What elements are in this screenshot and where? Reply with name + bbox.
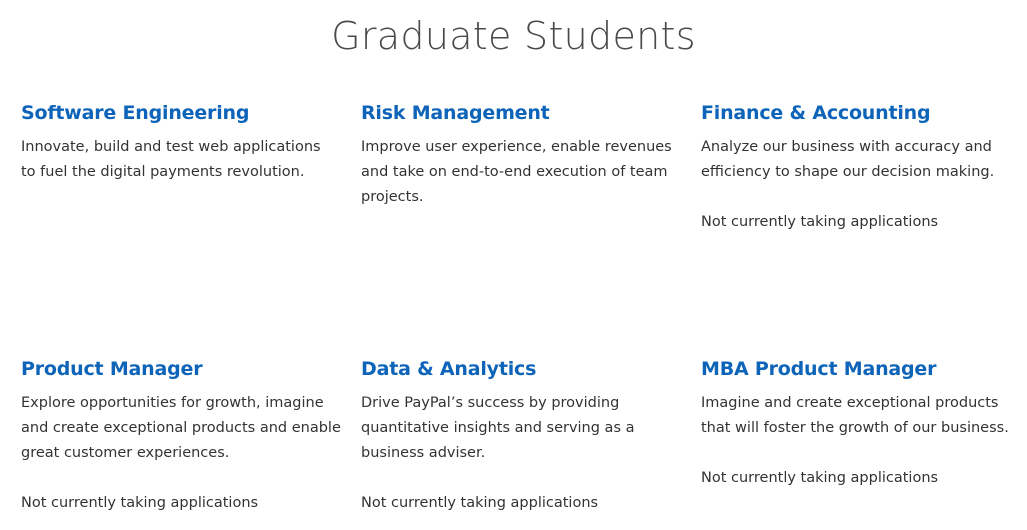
- role-title-link[interactable]: Data & Analytics: [361, 358, 537, 380]
- role-card-finance-accounting: [701, 102, 1016, 235]
- role-description: Drive PayPal’s success by providing quantitative insights and serving as a business adviser.: [361, 395, 635, 461]
- role-title-link[interactable]: MBA Product Manager: [701, 358, 937, 380]
- application-status: Not currently taking applications: [361, 495, 599, 511]
- role-title-link[interactable]: Finance & Accounting: [701, 102, 931, 124]
- role-card-data-analytics: [361, 358, 661, 516]
- page-title: Graduate Students: [331, 14, 696, 58]
- role-description: Explore opportunities for growth, imagine and create exceptional products and enable great customer experiences.: [21, 395, 341, 461]
- role-title-link[interactable]: Risk Management: [361, 102, 550, 124]
- role-card-product-manager: [21, 358, 341, 516]
- role-description: Improve user experience, enable revenues and take on end-to-end execution of team projects.: [361, 139, 672, 205]
- application-status: Not currently taking applications: [701, 214, 939, 230]
- role-title-link[interactable]: Product Manager: [21, 358, 203, 380]
- role-description: Analyze our business with accuracy and efficiency to shape our decision making.: [701, 139, 995, 180]
- role-description: Innovate, build and test web applications to fuel the digital payments revolution.: [21, 139, 321, 180]
- application-status: Not currently taking applications: [21, 495, 259, 511]
- role-card-software-engineering: [21, 102, 336, 185]
- application-status: Not currently taking applications: [701, 470, 939, 486]
- role-description: Imagine and create exceptional products that will foster the growth of our business.: [701, 395, 1009, 436]
- role-title-link[interactable]: Software Engineering: [21, 102, 250, 124]
- role-card-mba-product-manager: [701, 358, 1016, 491]
- role-card-risk-management: [361, 102, 681, 210]
